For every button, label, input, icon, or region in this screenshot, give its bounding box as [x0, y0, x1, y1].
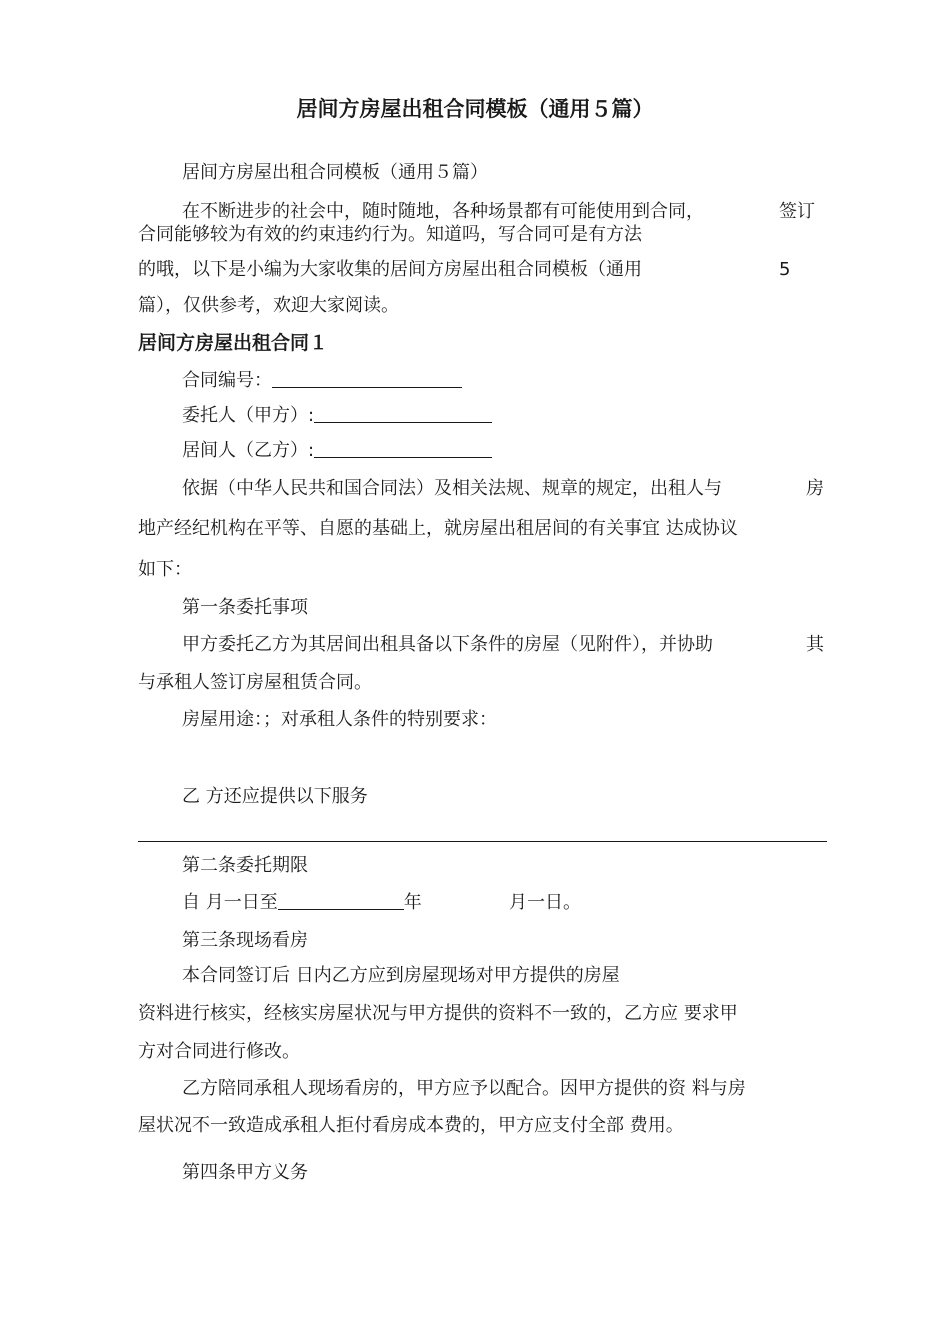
party-a-blank — [314, 404, 492, 423]
contract-number-blank — [272, 369, 462, 388]
party-b-blank — [314, 439, 492, 458]
article-2-title: 第二条委托期限 — [182, 855, 308, 876]
article-1-line-1b: 其 — [806, 634, 824, 655]
intro-line-2: 合同能够较为有效的约束违约行为。知道吗，写合同可是有方法 — [138, 224, 642, 245]
article-1-line-1a: 甲方委托乙方为其居间出租具备以下条件的房屋（见附件），并协助 — [182, 634, 713, 655]
party-a-label: 委托人（甲方）: — [182, 405, 315, 426]
article-1-title: 第一条委托事项 — [182, 597, 308, 618]
intro-line-4: 篇），仅供参考，欢迎大家阅读。 — [138, 295, 399, 316]
article-3-line-1: 本合同签订后 日内乙方应到房屋现场对甲方提供的房屋 — [182, 965, 620, 986]
article-1-services: 乙 方还应提供以下服务 — [182, 786, 368, 807]
intro-line-1b: 签订 — [779, 201, 815, 222]
basis-line-2: 地产经纪机构在平等、自愿的基础上，就房屋出租居间的有关事宜 达成协议 — [138, 518, 738, 539]
article-1-line-2: 与承租人签订房屋租赁合同。 — [138, 672, 372, 693]
article-4-title: 第四条甲方义务 — [182, 1162, 308, 1183]
document-subtitle: 居间方房屋出租合同模板（通用５篇） — [182, 162, 488, 183]
basis-line-1b: 房 — [806, 478, 824, 499]
party-b-label: 居间人（乙方）: — [182, 440, 315, 461]
document-title: 居间方房屋出租合同模板（通用５篇） — [296, 97, 654, 121]
article-3-line-2: 资料进行核实，经核实房屋状况与甲方提供的资料不一致的，乙方应 要求甲 — [138, 1003, 738, 1024]
party-a-row — [182, 404, 492, 428]
intro-line-1a: 在不断进步的社会中，随时随地，各种场景都有可能使用到合同， — [182, 201, 704, 222]
article-3-line-3: 方对合同进行修改。 — [138, 1041, 300, 1062]
contract-number-label: 合同编号： — [182, 370, 272, 391]
intro-line-3a: 的哦，以下是小编为大家收集的居间方房屋出租合同模板（通用 — [138, 259, 642, 280]
contract-number-row — [182, 369, 462, 393]
article-2-from: 自 月一日至 — [182, 892, 278, 913]
section-1-heading: 居间方房屋出租合同１ — [138, 332, 329, 354]
article-3-line-4: 乙方陪同承租人现场看房的，甲方应予以配合。因甲方提供的资 料与房 — [182, 1078, 746, 1099]
basis-line-3: 如下： — [138, 559, 192, 580]
article-3-title: 第三条现场看房 — [182, 930, 308, 951]
article-2-period-row — [182, 891, 422, 915]
article-3-line-5: 屋状况不一致造成承租人拒付看房成本费的，甲方应支付全部 费用。 — [138, 1115, 684, 1136]
article-2-blank — [278, 891, 404, 910]
article-2-to: 月一日。 — [509, 892, 581, 913]
basis-line-1a: 依据（中华人民共和国合同法）及相关法规、规章的规定，出租人与 — [182, 478, 722, 499]
article-1-use: 房屋用途：；对承租人条件的特别要求： — [182, 709, 497, 730]
article-2-year: 年 — [403, 892, 422, 913]
intro-line-3b: 5 — [779, 259, 791, 280]
party-b-row — [182, 439, 492, 463]
services-blank-line — [138, 841, 827, 842]
